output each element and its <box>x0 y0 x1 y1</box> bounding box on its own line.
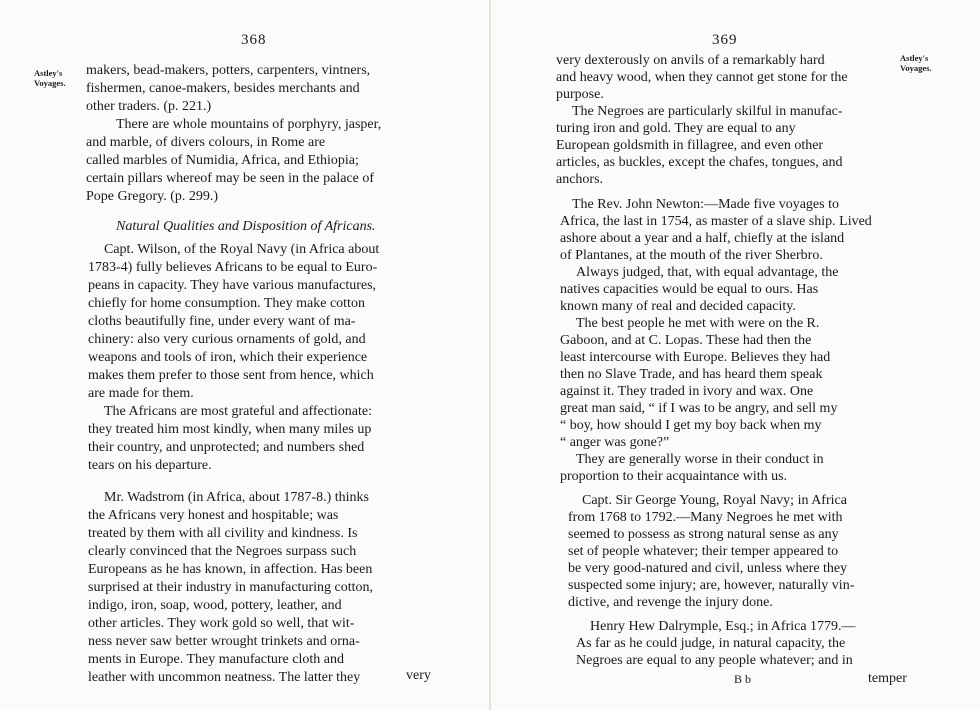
text-line: The Rev. John Newton:—Made five voyages to <box>572 197 839 212</box>
text-line: tears on his departure. <box>88 458 212 473</box>
text-line: They are generally worse in their conduct in <box>576 452 824 467</box>
text-line: are made for them. <box>88 386 194 401</box>
text-line: The Africans are most grateful and affectionate: <box>104 404 372 419</box>
side-note-line: Voyages. <box>900 63 932 73</box>
text-line: articles, as buckles, except the chafes, tongues, and <box>556 155 843 170</box>
text-line: anchors. <box>556 172 604 187</box>
text-line: leather with uncommon neatness. The latter they <box>88 670 361 685</box>
text-line: dictive, and revenge the injury done. <box>568 595 773 610</box>
text-line: called marbles of Numidia, Africa, and Ethiopia; <box>86 153 359 168</box>
text-line: Capt. Wilson, of the Royal Navy (in Africa about <box>104 242 380 257</box>
text-line: of Plantanes, at the mouth of the river Sherbro. <box>560 248 823 263</box>
text-line: As far as he could judge, in natural capacity, the <box>576 636 846 651</box>
catchword: temper <box>868 671 907 686</box>
text-line: chinery: also very curious ornaments of gold, and <box>88 332 366 347</box>
text-line: Always judged, that, with equal advantage, the <box>576 265 839 280</box>
text-line: There are whole mountains of porphyry, jasper, <box>116 117 382 132</box>
text-line: peans in capacity. They have various manufactures, <box>88 278 377 293</box>
right-page <box>490 0 980 710</box>
text-line: cloths beautifully fine, under every want of ma- <box>88 314 356 329</box>
text-line: ashore about a year and a half, chiefly at the island <box>560 231 845 246</box>
text-line: clearly convinced that the Negroes surpass such <box>88 544 357 559</box>
side-note <box>34 68 66 88</box>
text-line: fishermen, canoe-makers, besides merchants and <box>86 81 360 96</box>
text-line: be very good-natured and civil, unless where they <box>568 561 848 576</box>
text-line: European goldsmith in fillagree, and even other <box>556 138 824 153</box>
text-line: Europeans as he has known, in affection. Has been <box>88 562 373 577</box>
text-line: seemed to possess as strong natural sense as any <box>568 527 839 542</box>
text-line: and heavy wood, when they cannot get stone for the <box>556 70 848 85</box>
text-line: suspected some injury; are, however, naturally vin- <box>568 578 855 593</box>
text-line: least intercourse with Europe. Believes they had <box>560 350 831 365</box>
text-line: certain pillars whereof may be seen in the palace of <box>86 171 375 186</box>
text-line: “ boy, how should I get my boy back when my <box>560 418 822 433</box>
side-note-line: Astley's <box>34 68 63 78</box>
text-line: weapons and tools of iron, which their experience <box>88 350 368 365</box>
text-line: indigo, iron, soap, wood, pottery, leather, and <box>88 598 342 613</box>
text-line: known many of real and decided capacity. <box>560 299 796 314</box>
text-line: makes them prefer to those sent from hence, which <box>88 368 374 383</box>
signature-mark: B b <box>734 672 752 686</box>
text-line: ments in Europe. They manufacture cloth and <box>88 652 344 667</box>
text-line: Gaboon, and at C. Lopas. These had then the <box>560 333 812 348</box>
text-line: treated by them with all civility and kindness. Is <box>88 526 358 541</box>
text-line: from 1768 to 1792.—Many Negroes he met with <box>568 510 843 525</box>
text-line: Henry Hew Dalrymple, Esq.; in Africa 1779.— <box>590 619 856 634</box>
text-line: their country, and unprotected; and numbers shed <box>88 440 365 455</box>
side-note-line: Voyages. <box>34 78 66 88</box>
text-line: Mr. Wadstrom (in Africa, about 1787-8.) thinks <box>104 490 369 505</box>
text-line: chiefly for home consumption. They make cotton <box>88 296 365 311</box>
text-line: proportion to their acquaintance with us. <box>560 469 788 484</box>
page-number: 369 <box>712 32 738 48</box>
text-line: purpose. <box>556 87 604 102</box>
text-line: Capt. Sir George Young, Royal Navy; in Africa <box>582 493 847 508</box>
text-line: Africa, the last in 1754, as master of a slave ship. Lived <box>560 214 872 229</box>
text-line: surprised at their industry in manufacturing cotton, <box>88 580 373 595</box>
text-line: Negroes are equal to any people whatever; and in <box>576 653 853 668</box>
text-line: natives capacities would be equal to ours. Has <box>560 282 819 297</box>
text-line: other articles. They work gold so well, that wit- <box>88 616 355 631</box>
text-line: Pope Gregory. (p. 299.) <box>86 189 219 204</box>
page-number: 368 <box>241 32 267 48</box>
text-line: “ anger was gone?” <box>560 435 670 450</box>
text-line: great man said, “ if I was to be angry, and sell my <box>560 401 838 416</box>
text-line: very dexterously on anvils of a remarkably hard <box>556 53 825 68</box>
text-line: and marble, of divers colours, in Rome are <box>86 135 326 150</box>
text-line: the Africans very honest and hospitable; was <box>88 508 339 523</box>
section-heading: Natural Qualities and Disposition of Africans. <box>116 219 376 234</box>
side-note <box>900 53 932 73</box>
text-line: ness never saw better wrought trinkets and orna- <box>88 634 360 649</box>
text-line: then no Slave Trade, and has heard them speak <box>560 367 823 382</box>
text-line: other traders. (p. 221.) <box>86 99 212 114</box>
text-line: they treated him most kindly, when many miles up <box>88 422 372 437</box>
text-line: turing iron and gold. They are equal to any <box>556 121 796 136</box>
text-line: makers, bead-makers, potters, carpenters, vintners, <box>86 63 371 78</box>
side-note-line: Astley's <box>900 53 929 63</box>
text-line: 1783-4) fully believes Africans to be equal to Euro- <box>88 260 378 275</box>
catchword: very <box>406 668 431 683</box>
text-line: The best people he met with were on the R. <box>576 316 820 331</box>
text-line: against it. They traded in ivory and wax. One <box>560 384 814 399</box>
text-line: The Negroes are particularly skilful in manufac- <box>572 104 843 119</box>
text-line: set of people whatever; their temper appeared to <box>568 544 839 559</box>
